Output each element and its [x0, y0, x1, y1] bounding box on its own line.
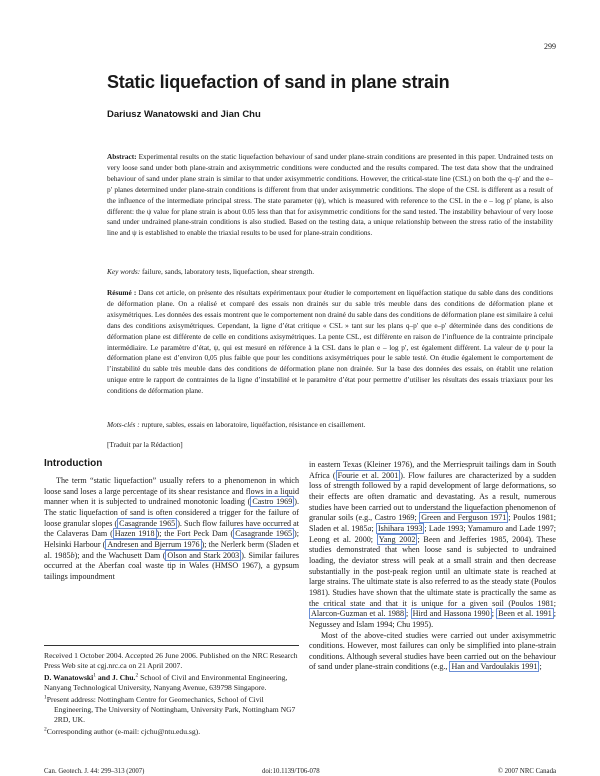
footnote-divider — [44, 645, 299, 646]
citation-link[interactable]: Green and Ferguson 1971 — [421, 513, 507, 523]
right-column — [309, 460, 556, 673]
author-name: D. Wanatowski — [44, 673, 94, 683]
affiliation-text: School of Civil and Environmental Engineering, Nanyang Technological University, Nanyang Avenue, 639798 Singapore. — [44, 673, 288, 692]
text-run: ; Negussey and Islam 1994; Chu 1995). — [309, 609, 557, 629]
resume-text: Dans cet article, on présente des résultats expérimentaux pour étudier le comportement en liquéfaction statique du sable dans des conditions de déformation plane. On a réalisé et comparé des essais non drainés sur du sable très meuble dans des conditions de déformation plane et axisymétriques. Les données des essais montrent que le comportement non drainé du sable dans des conditions de déformation plane est similaire à celui dans des conditions axisymétriques. Cependant, la ligne d’état critique « CSL » tant sur les plans q–p′ que e–p′ déterminée dans des conditions de déformation plane est différente de celle en conditions axisymétriques. La pente CSL, est différente en raison de l’influence de la contrainte principale intermédiaire. Le paramètre d’état, ψ, qui est mesuré en référence à la CSL dans le plan e – log p′, est également différent. La valeur de ψ pour la déformation plane est d’environ 0,05 plus faible que pour les conditions axisymétriques pour le sable testé. On étudie également le comportement de l’instabilité du sable très meuble dans des conditions de déformation plane non drainée. Sur la base des données des essais, on établit une relation unique entre le rapport de contraintes de la ligne d’instabilité et le paramètre d’état pour permettre d’utiliser les résultats des essais triaxiaux pour les conditions de déformation plane. — [107, 288, 554, 396]
keywords-label: Key words: — [107, 267, 141, 276]
mots-cles — [107, 420, 553, 429]
text-run: ). The static liquefaction of sand is often considered a trigger for the failure of loose granular slopes ( — [44, 497, 299, 528]
citation-link[interactable]: Hazen 1918 — [114, 529, 155, 539]
text-run: ); Helsinki Harbour ( — [44, 529, 299, 549]
citation-link[interactable]: Been et al. 1991 — [498, 609, 552, 619]
mots-cles-text: rupture, sables, essais en laboratoire, liquéfaction, résistance en cisaillement. — [141, 420, 366, 429]
present-address-text: Present address: Nottingham Centre for Geomechanics, School of Civil Engineering, The University of Nottingham, University Park, Nottingham NG7 2RD, UK. — [46, 695, 296, 724]
abstract-label: Abstract: — [107, 152, 137, 161]
resume — [107, 288, 553, 397]
received-note: Received 1 October 2004. Accepted 26 June 2006. Published on the NRC Research Press Web site at cgj.nrc.ca on 21 April 2007. — [44, 651, 298, 670]
text-run: in eastern Texas (Kleiner 1976), and the Merriespruit tailings dam in South Africa ( — [309, 460, 556, 480]
text-run: ; — [406, 609, 411, 619]
mots-cles-label: Mots-clés : — [107, 420, 140, 429]
text-run: a — [367, 523, 372, 533]
text-run: ; Lade 1993; Yamamuro and Lade 1997; Leong et al. 2000; — [309, 523, 556, 544]
keywords — [107, 267, 553, 276]
citation-link[interactable]: Han and Vardoulakis 1991 — [451, 662, 538, 672]
journal-citation: Can. Geotech. J. 44: 299–313 (2007) — [44, 768, 145, 775]
citation-link[interactable]: Ishihara 1993 — [377, 523, 423, 533]
article-authors: Dariusz Wanatowski and Jian Chu — [107, 109, 261, 120]
text-run: The term “static liquefaction” usually refers to a phenomenon in which loose sand loses a large percentage of its shear resistance and flows in a liquid manner when it is subjected to undrained monotonic loading ( — [44, 476, 299, 507]
author-name: and J. Chu. — [95, 673, 136, 683]
article-title: Static liquefaction of sand in plane strain — [107, 72, 450, 92]
text-run: ); the Fort Peck Dam ( — [156, 529, 234, 539]
introduction-heading: Introduction — [44, 458, 103, 469]
citation-link[interactable]: Hird and Hassona 1990 — [412, 609, 490, 619]
text-run: ; Been and Jefferies 1985, 2004). These studies demonstrated that when loose sand is subjected to undrained loading, the deviator stress will peak at a small strain and then decrease substantially in the post-peak region until an ultimate state is reached at large strains. The ultimate state is also referred to as the steady state (Poulos 1981). Studies have shown that the ultimate state is practically the same as the critical state and that it is unique for a given soil (Poulos 1981; — [309, 534, 556, 608]
text-run: ; Poulos 1981; Sladen et al. 1985 — [309, 513, 556, 533]
doi[interactable]: doi:10.1139/T06-078 — [262, 768, 320, 775]
text-run: ; — [539, 662, 542, 672]
left-column — [44, 476, 299, 583]
intro-paragraph-2 — [309, 631, 556, 674]
text-run: ). Similar failures occurred at the Aberfan coal waste tip in Wales (HMSO 1967), a gypsum tailings impoundment — [44, 550, 299, 581]
keywords-text: failure, sands, laboratory tests, liquefaction, shear strength. — [142, 267, 315, 276]
corresponding-text: Corresponding author (e-mail: cjchu@ntu.edu.sg). — [46, 727, 201, 737]
intro-paragraph-1 — [44, 476, 299, 583]
text-run: ). Flow failures are characterized by a sudden loss of strength followed by a rapid development of large deformations, so their effects are often dramatic and devastating. As a result, numerous studies have been carried out to understand the liquefaction phenomenon of granular soils (e.g., Castro 1969; — [309, 470, 556, 523]
page-number: 299 — [544, 42, 556, 51]
translation-note: [Traduit par la Rédaction] — [107, 440, 183, 449]
abstract — [107, 152, 553, 239]
text-run: Most of the above-cited studies were carried out under axisymmetric conditions. However, most failures can only be simplified into plane-strain conditions. Although several studies have been carried out on the behaviour of sand under plane-strain conditions (e.g., — [309, 630, 556, 672]
citation-link[interactable]: Yang 2002 — [378, 534, 416, 544]
citation-link[interactable]: Casagrande 1965 — [119, 518, 176, 528]
abstract-text: Experimental results on the static liquefaction behaviour of sand under plane-strain conditions are presented in this paper. Undrained tests on very loose sand under both plane-strain and axisymmetric conditions were conducted and the results compared. The test data show that the undrained behaviour of sand under plane strain is similar to that under axisymmetric conditions. However, the critical-state line (CSL) on both the q–p′ and the e–p′ planes determined under plane-strain conditions is different from that under axisymmetric conditions. The slope of the CSL is different as a result of the influence of the intermediate principal stress. The state parameter (ψ), which is measured with reference to the CSL in the e – log p′ plane, is also different: the ψ value for plane strain is about 0.05 less than that for axisymmetric conditions for the sand tested. The instability behaviour of very loose sand under undrained plane-strain conditions is also studied. Based on the testing data, a unique relationship between the stress ratio of the instability line and ψ is established to enable the triaxial results to be used for plane-strain conditions. — [107, 152, 553, 238]
citation-link[interactable]: Castro 1969 — [252, 497, 293, 507]
present-address-note: $^1$Present address: Nottingham Centre for Geomechanics, School of Civil Engineering, The University of Nottingham, University Park, Nottingham NG7 2RD, UK. — [44, 694, 296, 724]
text-run: ); and the Wachusett Dam ( — [74, 550, 166, 560]
citation-link[interactable]: Alarcon-Guzman et al. 1988 — [311, 609, 405, 619]
text-run: ); the Nerlerk berm (Sladen et al. 1985 — [44, 539, 299, 560]
citation-link[interactable]: Casagrande 1965 — [235, 529, 293, 539]
citation-link[interactable]: Andresen and Bjerrum 1976 — [107, 539, 200, 549]
text-run: ; — [491, 609, 497, 619]
corresponding-note: $^2$Corresponding author (e-mail: cjchu@ntu.edu.sg). — [44, 726, 201, 737]
intro-paragraph-1-cont — [309, 460, 556, 631]
footnotes — [44, 651, 299, 740]
text-run: ). Such flow failures have occurred at the Calaveras Dam ( — [44, 518, 299, 539]
copyright: © 2007 NRC Canada — [497, 768, 556, 775]
author-affiliation: D. Wanatowski$^1$ and J. Chu.$^2$ School of Civil and Environmental Engineering, Nanyang Technological University, Nanyang Avenue, 639798 Singapore. — [44, 672, 288, 692]
citation-link[interactable]: Olson and Stark 2003 — [167, 550, 240, 560]
citation-link[interactable]: Fourie et al. 2001 — [337, 470, 399, 480]
text-run: b — [70, 550, 75, 560]
text-run: ; — [371, 523, 376, 533]
resume-label: Résumé : — [107, 288, 137, 297]
